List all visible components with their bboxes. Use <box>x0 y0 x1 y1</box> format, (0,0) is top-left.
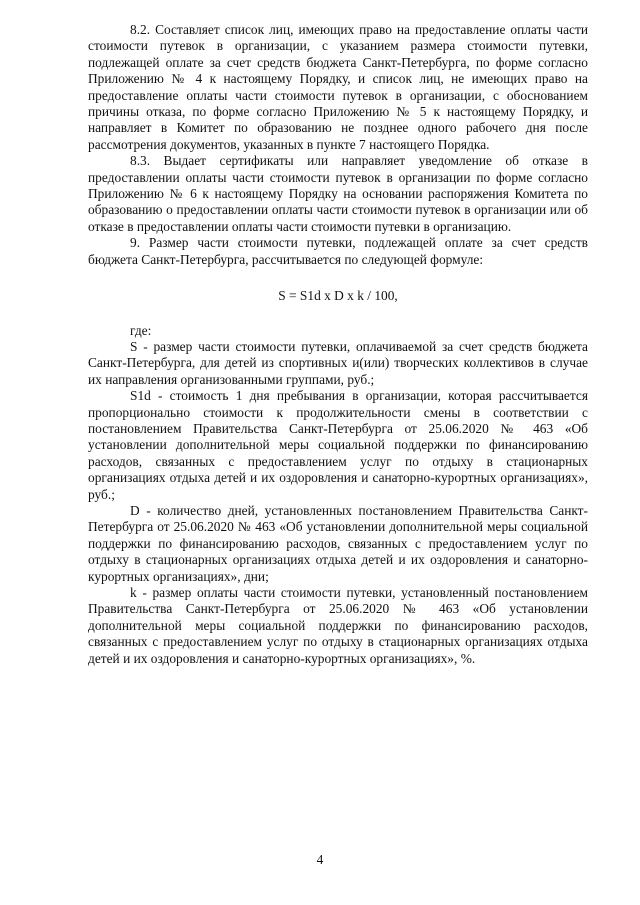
paragraph-8-3: 8.3. Выдает сертификаты или направляет уведомление об отказе в предоставлении оплаты части стоимости путевок в организации по форме согласно Приложению № 6 к настоящему Порядку на основании распоряжения Комитета по образованию о предоставлении оплаты части стоимости путевок в организации или об отказе в предоставлении оплаты части стоимости путевки в организацию. <box>88 153 588 234</box>
document-body <box>88 22 588 667</box>
definition-d: D - количество дней, установленных постановлением Правительства Санкт-Петербурга от 25.06.2020 № 463 «Об установлении дополнительной меры социальной поддержки по финансированию расходов, связанных с предоставлением услуг по отдыху в стационарных организациях отдыха детей и их оздоровления и санаторно-курортных организациях», дни; <box>88 502 588 584</box>
paragraph-8-2: 8.2. Составляет список лиц, имеющих право на предоставление оплаты части стоимости путевок в организации, с указанием размера стоимости путевки, подлежащей оплате за счет средств бюджета Санкт-Петербурга, по форме согласно Приложению № 4 к настоящему Порядку, и список лиц, не имеющих право на предоставление оплаты части стоимости путевок в организации, с обоснованием причины отказа, по форме согласно Приложению № 5 к настоящему Порядку, и направляет в Комитет по образованию не позднее одного рабочего дня после рассмотрения документов, указанных в пункте 7 настоящего Порядка. <box>88 22 588 152</box>
where-label: где: <box>130 322 152 338</box>
definition-s1d: S1d - стоимость 1 дня пребывания в организации, которая рассчитывается пропорционально стоимости к продолжительности смены в соответствии с постановлением Правительства Санкт-Петербурга от 25.06.2020 № 463 «Об установлении дополнительной меры социальной поддержки по финансированию расходов, связанных с предоставлением услуг по отдыху в стационарных организациях отдыха детей и их оздоровления и санаторно-курортных организациях», руб.; <box>88 388 588 502</box>
paragraph-9: 9. Размер части стоимости путевки, подлежащей оплате за счет средств бюджета Санкт-Петербурга, рассчитывается по следующей формуле: <box>88 235 588 267</box>
page-number: 4 <box>316 852 324 867</box>
definition-k: k - размер оплаты части стоимости путевки, установленный постановлением Правительства Санкт-Петербурга от 25.06.2020 № 463 «Об установлении дополнительной меры социальной поддержки по финансированию расходов, связанных с предоставлением услуг по отдыху в стационарных организациях отдыха детей и их оздоровления и санаторно-курортных организациях», %. <box>88 585 588 666</box>
definition-s: S - размер части стоимости путевки, оплачиваемой за счет средств бюджета Санкт-Петербурга, для детей из спортивных и(или) творческих коллективов в случае их направления организованными группами, руб.; <box>88 338 588 387</box>
formula: S = S1d x D x k / 100, <box>278 288 398 304</box>
